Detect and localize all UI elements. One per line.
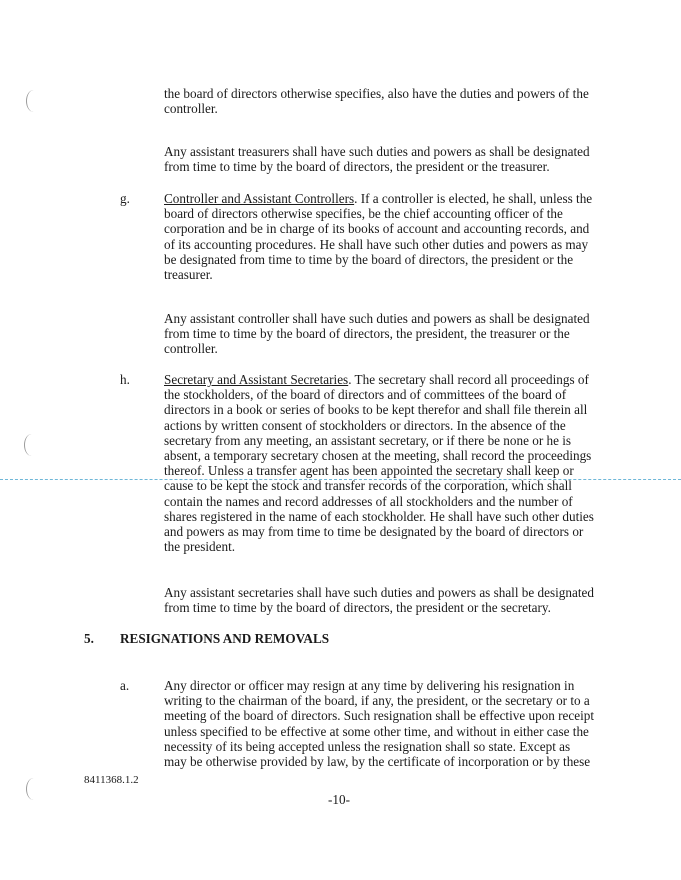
- section-number: 5.: [84, 631, 94, 646]
- binder-hole-mark: [26, 778, 41, 800]
- binder-hole-mark: [24, 434, 39, 456]
- item-a-paragraph: Any director or officer may resign at any time by delivering his resignation in writing to the chairman of the board, if any, the president, or the secretary or to a meeting of the board of directors. Such resignation shall be effective upon receipt unless specified to be effective at some other time, and without in either case the necessity of its being accepted unless the resignation shall so state. Except as may be otherwise provided by law, by the certificate of incorporation or by these: [164, 678, 595, 770]
- item-g-paragraph: [164, 191, 604, 282]
- binder-hole-mark: [26, 90, 41, 112]
- assistant-controller-paragraph: Any assistant controller shall have such duties and powers as shall be designated from time to time by the board of directors, the president, the treasurer or the controller.: [164, 311, 590, 357]
- page-number: -10-: [328, 792, 350, 807]
- item-h-label: h.: [120, 372, 130, 387]
- assistant-secretaries-paragraph: Any assistant secretaries shall have such duties and powers as shall be designated from time to time by the board of directors, the president or the secretary.: [164, 585, 594, 616]
- item-h-body: . The secretary shall record all proceedings of the stockholders, of the board of directors and of committees of the board of directors in a book or series of books to be kept therefor and shall file therein all actions by written consent of stockholders or directors. In the absence of the secretary from any meeting, an assistant secretary, or if there be none or he is absent, a temporary secretary chosen at the meeting, shall record the proceedings thereof. Unless a transfer agent has been appointed the secretary shall keep or cause to be kept the stock and transfer records of the corporation, which shall contain the names and record addresses of all stockholders and the number of shares registered in the name of each stockholder. He shall have such other duties and powers as may from time to time be designated by the board of directors or the president.: [164, 372, 594, 555]
- document-id: 8411368.1.2: [84, 774, 139, 786]
- item-h-title: Secretary and Assistant Secretaries: [164, 372, 349, 387]
- item-h-paragraph: [164, 372, 604, 554]
- item-g-label: g.: [120, 191, 130, 206]
- section-heading: RESIGNATIONS AND REMOVALS: [120, 631, 330, 646]
- continuation-paragraph: the board of directors otherwise specifies, also have the duties and powers of the controller.: [164, 86, 589, 117]
- item-g-body: . If a controller is elected, he shall, unless the board of directors otherwise specifies, be the chief accounting officer of the corporation and be in charge of its books of account and accounting records, and of its accounting procedures. He shall have such other duties and powers as may be designated from time to time by the board of directors, the president or the treasurer.: [164, 191, 593, 283]
- item-g-title: Controller and Assistant Controllers: [164, 191, 355, 206]
- assistant-treasurers-paragraph: Any assistant treasurers shall have such duties and powers as shall be designated from time to time by the board of directors, the president or the treasurer.: [164, 144, 590, 175]
- item-a-label: a.: [120, 678, 130, 693]
